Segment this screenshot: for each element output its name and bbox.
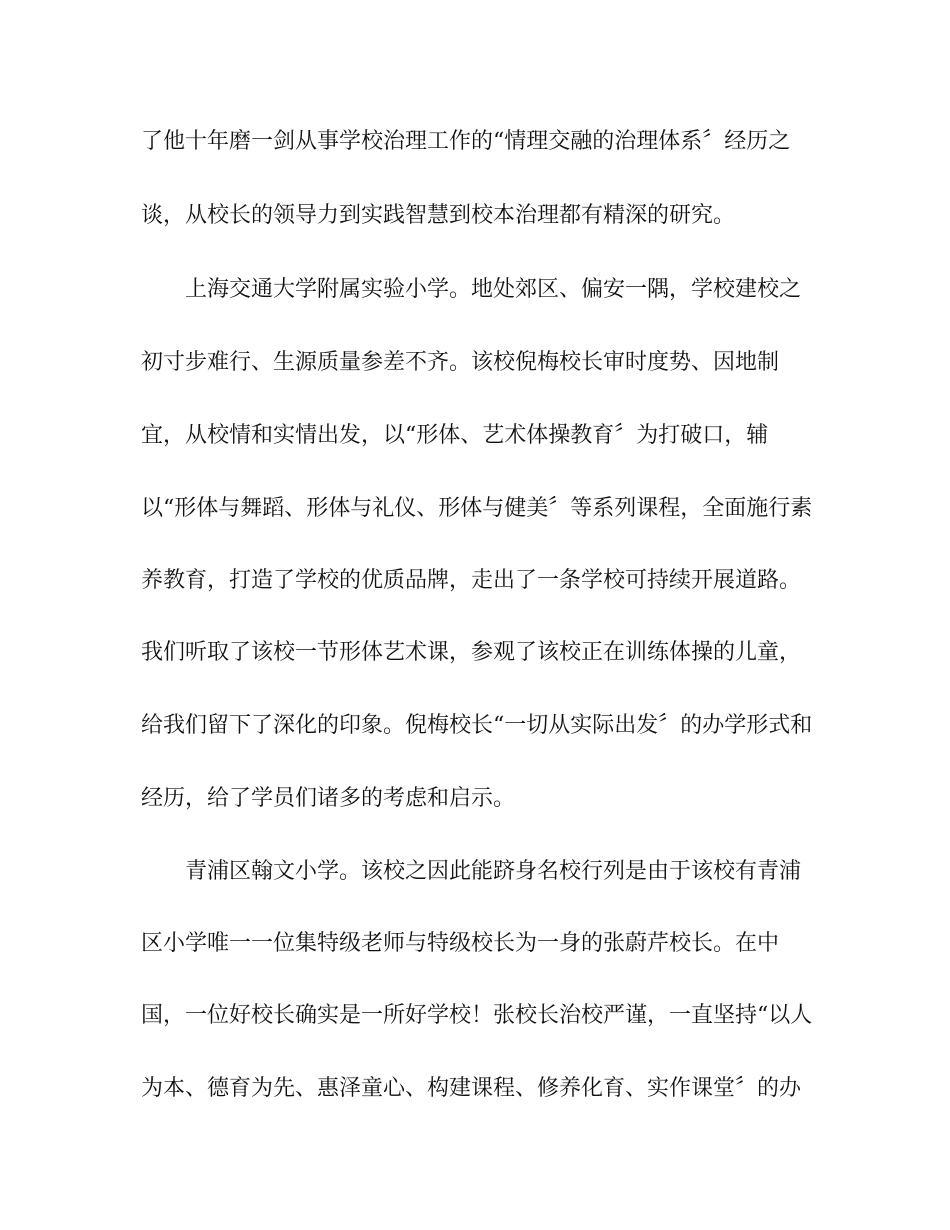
text-line: 为本、德育为先、惠泽童心、构建课程、修养化育、实作课堂〞的办 — [141, 1076, 802, 1101]
text-line: 了他十年磨一剑从事学校治理工作的“情理交融的治理体系〞经历之 — [141, 129, 791, 154]
text-line: 养教育，打造了学校的优质品牌，走出了一条学校可持续开展道路。 — [141, 568, 802, 593]
text-line: 区小学唯一一位集特级老师与特级校长为一身的张蔚芹校长。在中 — [141, 931, 780, 956]
text-line: 经历，给了学员们诸多的考虑和启示。 — [141, 786, 516, 811]
paragraph-start-line: 上海交通大学附属实验小学。地处郊区、偏安一隅，学校建校之 — [185, 277, 802, 302]
text-line: 国，一位好校长确实是一所好学校！张校长治校严谨，一直坚持“以人 — [141, 1003, 813, 1028]
text-line: 以“形体与舞蹈、形体与礼仪、形体与健美〞等系列课程，全面施行素 — [141, 496, 813, 521]
paragraph-start-line: 青浦区翰文小学。该校之因此能跻身名校行列是由于该校有青浦 — [185, 859, 802, 884]
text-line: 宜，从校情和实情出发，以“形体、艺术体操教育〞为打破口，辅 — [141, 423, 769, 448]
text-line: 谈，从校长的领导力到实践智慧到校本治理都有精深的研究。 — [141, 203, 736, 228]
text-line: 初寸步难行、生源质量参差不齐。该校倪梅校长审时度势、因地制 — [141, 350, 780, 375]
text-line: 我们听取了该校一节形体艺术课，参观了该校正在训练体操的儿童， — [141, 640, 802, 665]
text-line: 给我们留下了深化的印象。倪梅校长“一切从实际出发〞的办学形式和 — [141, 713, 813, 738]
